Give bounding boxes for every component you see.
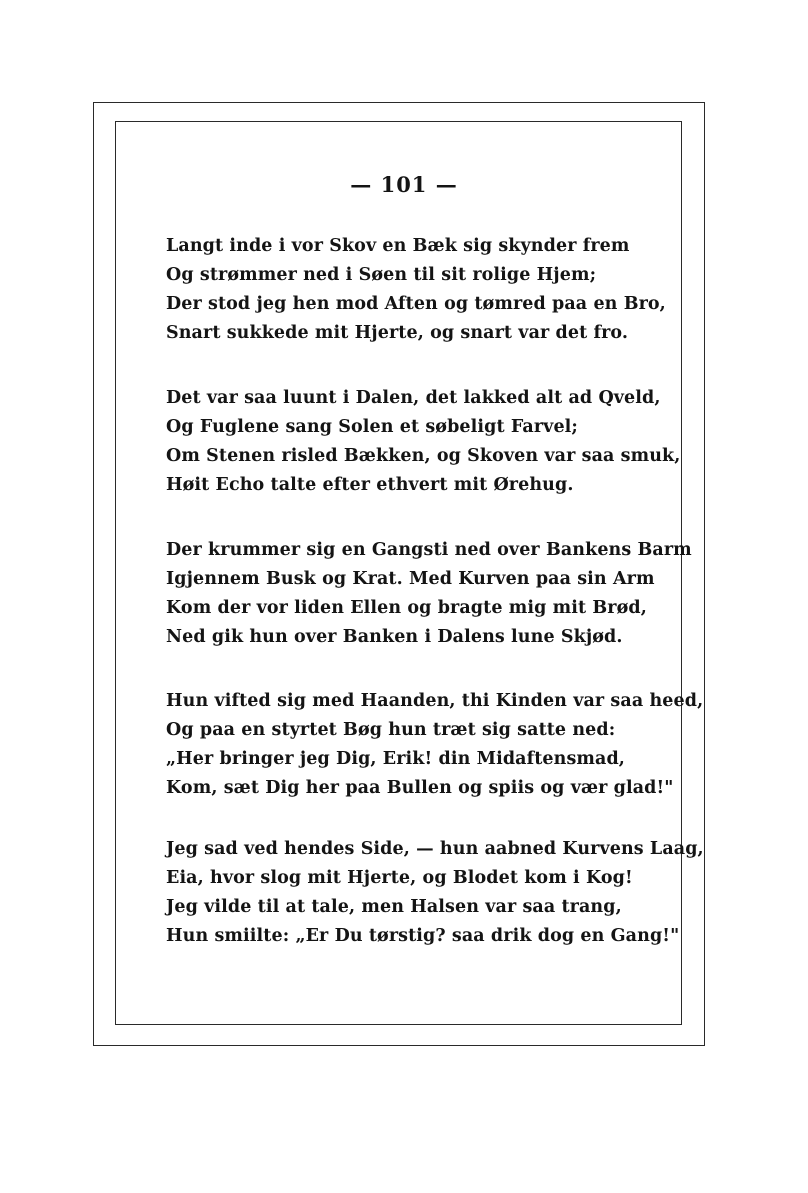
poem-line: Det var saa luunt i Dalen, det lakked alt ad Qveld,	[166, 388, 661, 408]
poem-line: Kom, sæt Dig her paa Bullen og spiis og vær glad!"	[166, 778, 674, 798]
poem-line: Jeg vilde til at tale, men Halsen var saa trang,	[166, 897, 622, 917]
poem-line: Igjennem Busk og Krat. Med Kurven paa sin Arm	[166, 569, 655, 589]
poem-line: Der krummer sig en Gangsti ned over Bankens Barm	[166, 540, 692, 560]
stanza-5	[166, 835, 704, 951]
poem-line: „Her bringer jeg Dig, Erik! din Midaftensmad,	[166, 749, 626, 769]
poem-line: Og strømmer ned i Søen til sit rolige Hjem;	[166, 265, 597, 285]
poem-line: Kom der vor liden Ellen og bragte mig mit Brød,	[166, 598, 647, 618]
poem-line: Høit Echo talte efter ethvert mit Ørehug.	[166, 475, 574, 495]
poem-line: Eia, hvor slog mit Hjerte, og Blodet kom i Kog!	[166, 868, 633, 888]
poem-line: Ned gik hun over Banken i Dalens lune Skjød.	[166, 627, 623, 647]
poem-line: Jeg sad ved hendes Side, — hun aabned Kurvens Laag,	[166, 839, 704, 859]
poem-line: Om Stenen risled Bækken, og Skoven var saa smuk,	[166, 446, 681, 466]
poem-line: Og paa en styrtet Bøg hun træt sig satte ned:	[166, 720, 616, 740]
stanza-3	[166, 536, 692, 652]
poem-line: Og Fuglene sang Solen et søbeligt Farvel;	[166, 417, 578, 437]
stanza-2	[166, 384, 680, 500]
stanza-4	[166, 687, 703, 803]
stanza-1	[166, 232, 666, 348]
poem-line: Langt inde i vor Skov en Bæk sig skynder frem	[166, 236, 630, 256]
poem-line: Hun smiilte: „Er Du tørstig? saa drik dog en Gang!"	[166, 926, 680, 946]
poem-line: Hun vifted sig med Haanden, thi Kinden var saa heed,	[166, 691, 704, 711]
poem-line: Snart sukkede mit Hjerte, og snart var det fro.	[166, 323, 629, 343]
page-number: — 101 —	[350, 172, 458, 197]
poem-line: Der stod jeg hen mod Aften og tømred paa en Bro,	[166, 294, 666, 314]
